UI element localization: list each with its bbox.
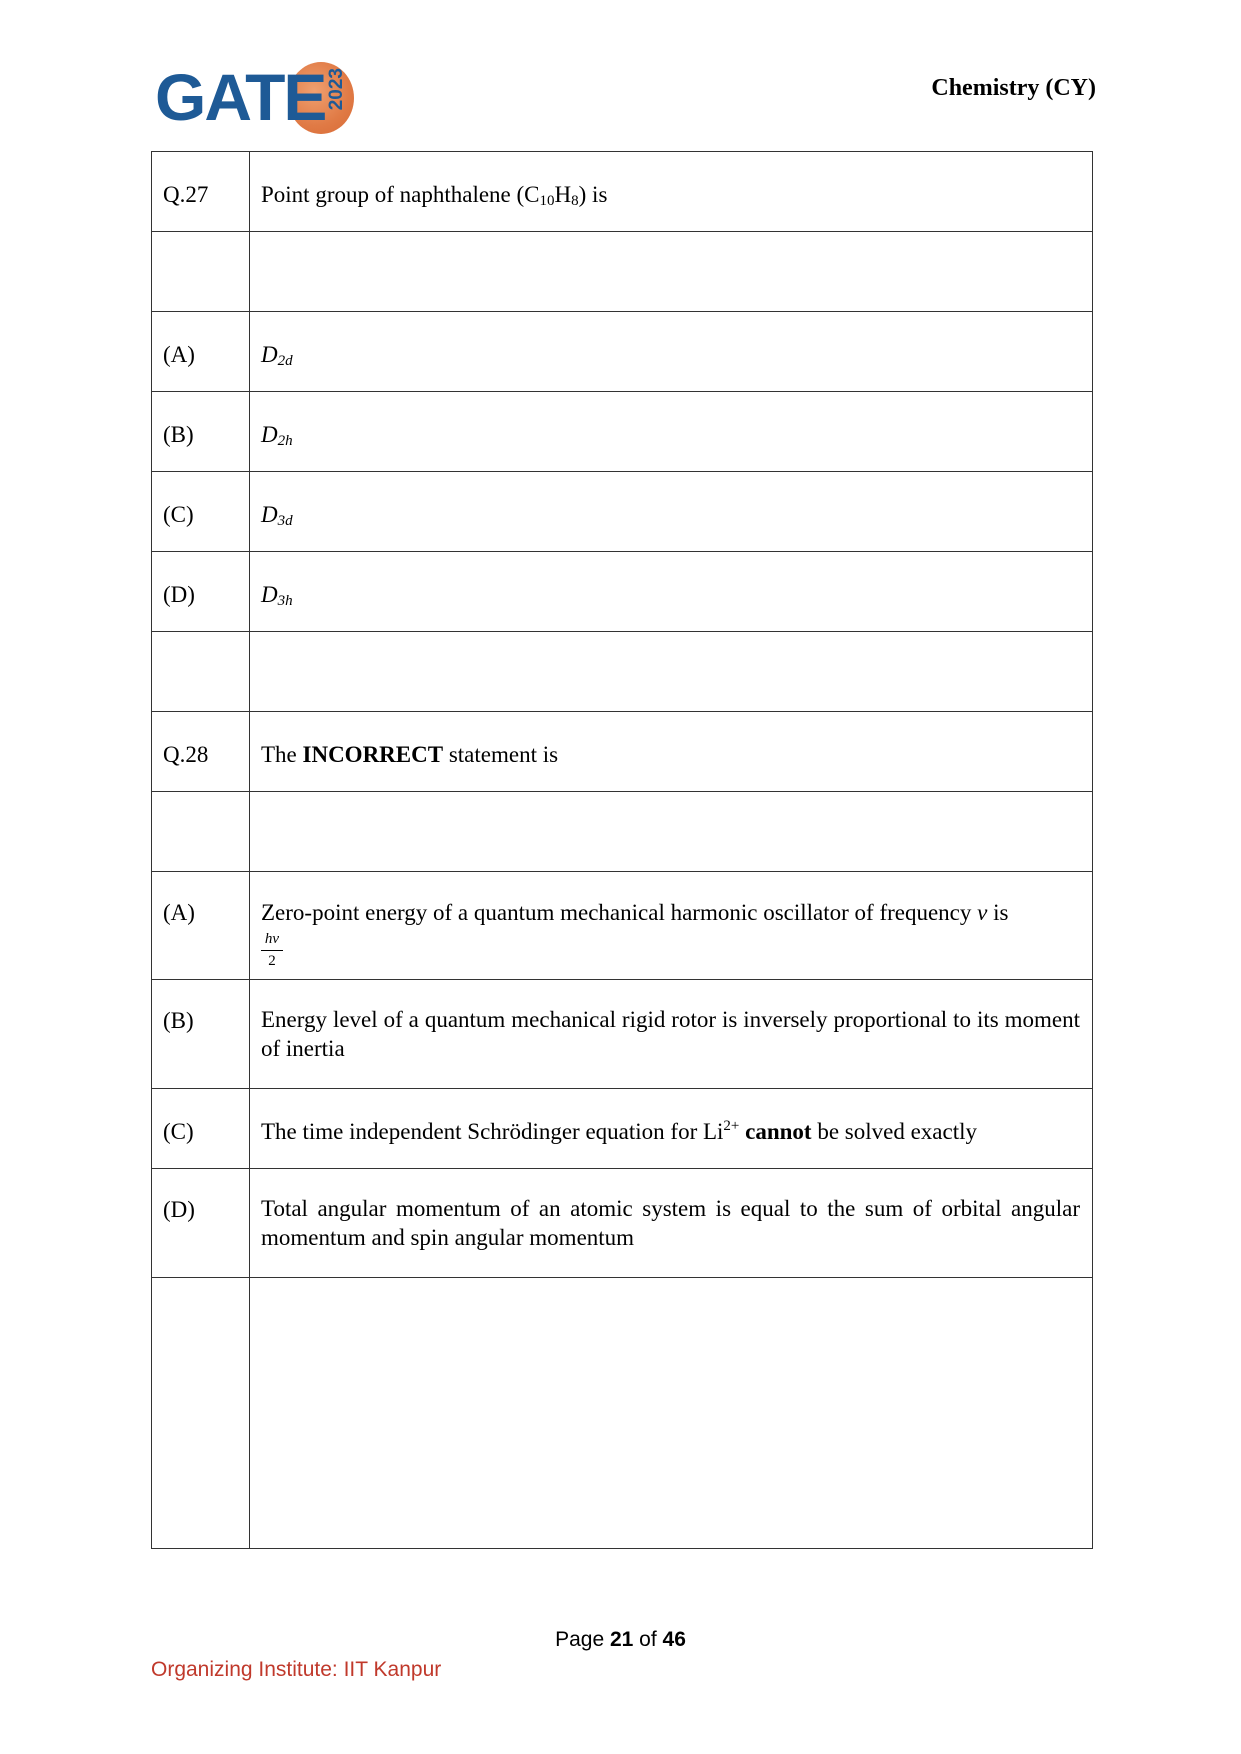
- q27-row: [152, 152, 1093, 232]
- option-label: (D): [152, 552, 250, 632]
- option-text: The time independent Schrödinger equation for $Li^{2+}$ cannot be solved exactly: [250, 1089, 1093, 1169]
- option-label: (C): [152, 472, 250, 552]
- q28-stem: The INCORRECT statement is: [250, 712, 1093, 792]
- q27-number: Q.27: [152, 152, 250, 232]
- option-text: Energy level of a quantum mechanical rigid rotor is inversely proportional to its moment of inertia: [250, 980, 1093, 1089]
- gate-logo: [155, 60, 355, 140]
- organizer-text: Organizing Institute: IIT Kanpur: [151, 1658, 442, 1681]
- q28-option-b: [152, 980, 1093, 1089]
- q27-option-d: [152, 552, 1093, 632]
- page-number: Page 21 of 46: [555, 1628, 686, 1651]
- option-label: (D): [152, 1169, 250, 1278]
- blank-row: [152, 1278, 1093, 1549]
- blank-row: [152, 792, 1093, 872]
- q27-option-b: [152, 392, 1093, 472]
- option-label: (A): [152, 872, 250, 980]
- q28-row: [152, 712, 1093, 792]
- q27-stem: Point group of naphthalene $(C_{10}H_8)$ is: [250, 152, 1093, 232]
- option-text: Zero-point energy of a quantum mechanical harmonic oscillator of frequency ν is hν 2: [250, 872, 1093, 980]
- option-text: $D_{2h}$: [250, 392, 1093, 472]
- option-label: (B): [152, 392, 250, 472]
- option-text: $D_{3h}$: [250, 552, 1093, 632]
- question-table: [151, 151, 1093, 1549]
- q28-number: Q.28: [152, 712, 250, 792]
- q28-option-a: [152, 872, 1093, 980]
- q27-option-a: [152, 312, 1093, 392]
- q28-option-d: [152, 1169, 1093, 1278]
- q28-option-c: [152, 1089, 1093, 1169]
- option-label: (A): [152, 312, 250, 392]
- logo-year: 2023: [326, 68, 347, 111]
- option-text: $D_{3d}$: [250, 472, 1093, 552]
- q27-option-c: [152, 472, 1093, 552]
- option-text: Total angular momentum of an atomic system is equal to the sum of orbital angular momentum and spin angular momentum: [250, 1169, 1093, 1278]
- option-text: $D_{2d}$: [250, 312, 1093, 392]
- fraction: hν 2: [261, 931, 283, 969]
- option-label: (B): [152, 980, 250, 1089]
- blank-row: [152, 232, 1093, 312]
- blank-row: [152, 632, 1093, 712]
- option-label: (C): [152, 1089, 250, 1169]
- subject-title: Chemistry (CY): [931, 75, 1096, 101]
- logo-text: GATE: [155, 60, 326, 134]
